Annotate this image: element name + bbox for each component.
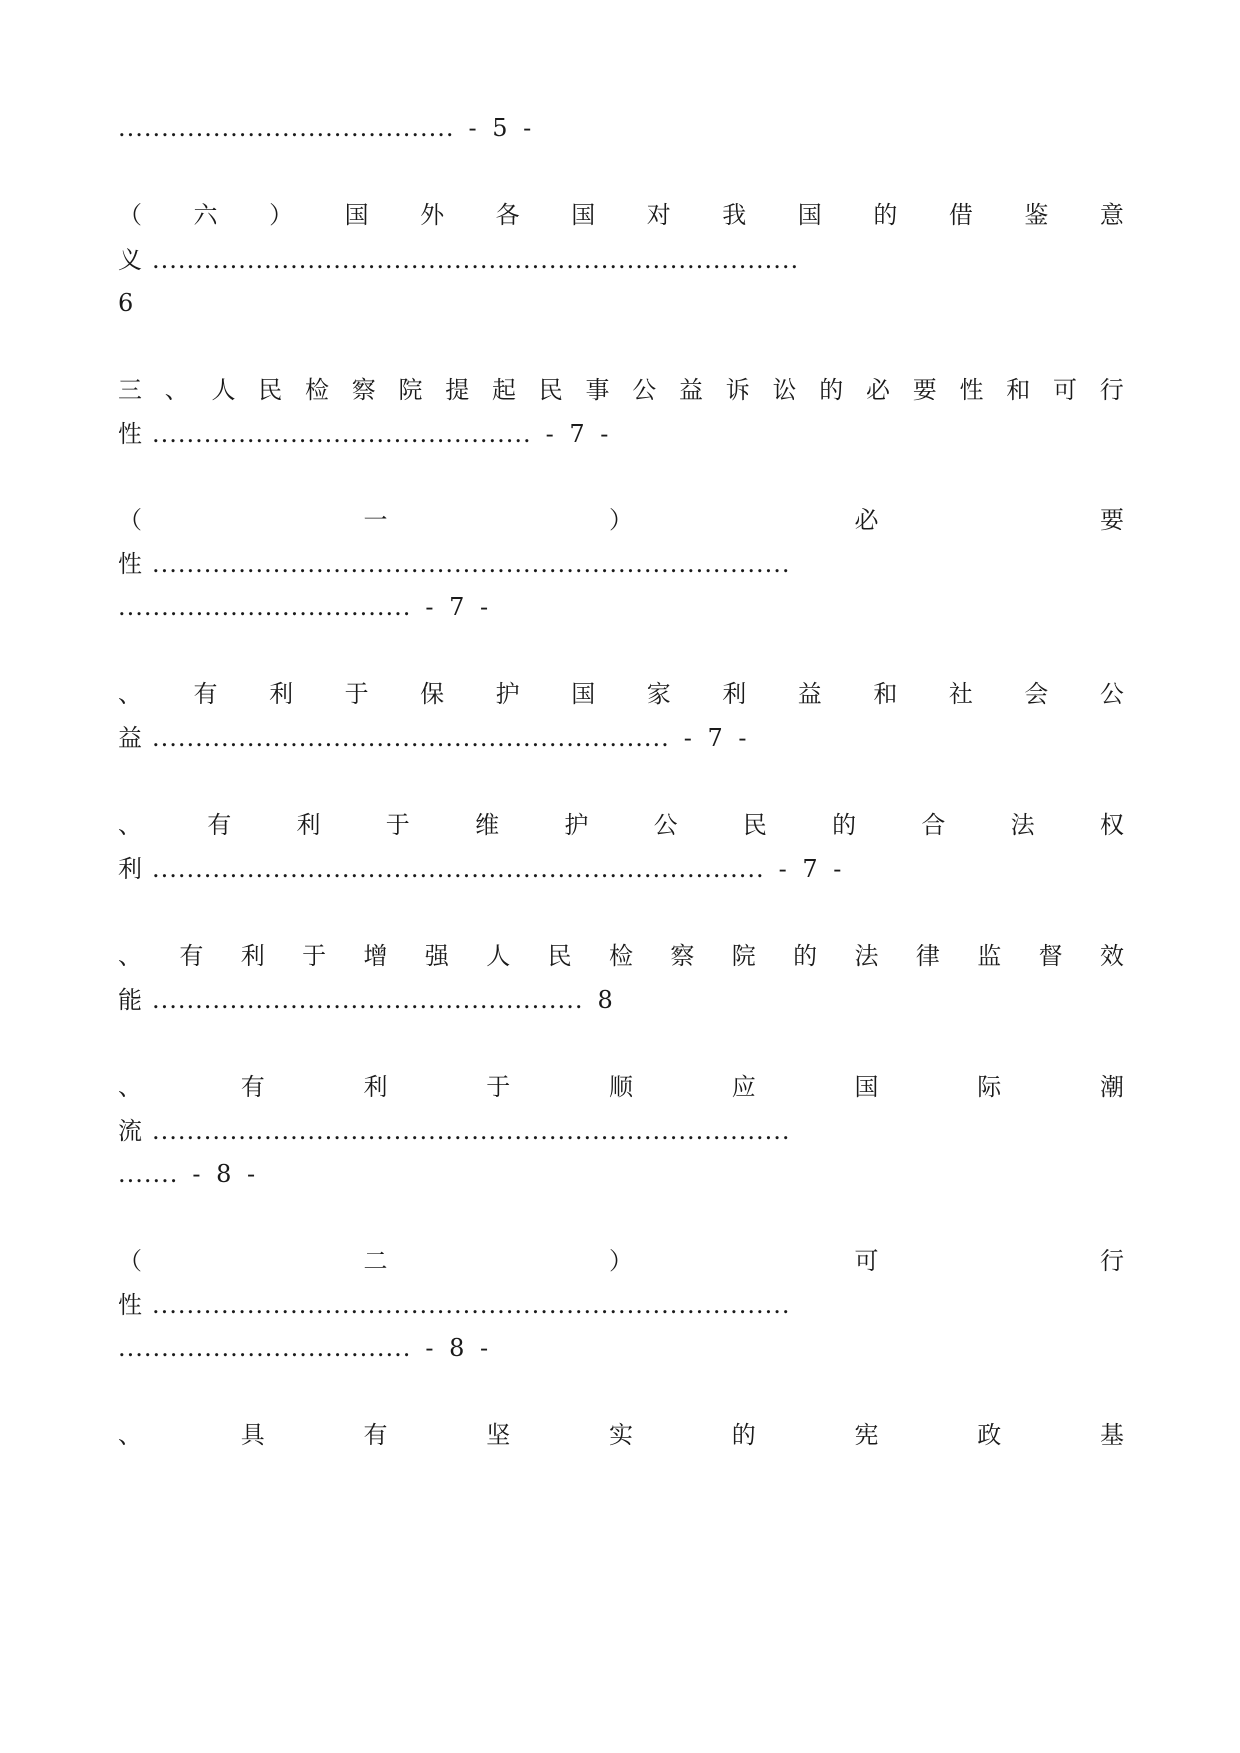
toc-line-continuation [118,587,1124,627]
toc-page-number: - 5 - [468,114,536,142]
toc-char: 行 [1099,376,1124,404]
toc-leader-dots: ....................................... [118,114,455,142]
toc-char: 的 [832,811,857,839]
toc-char: 宪 [854,1421,879,1449]
toc-char: 性 [118,420,142,448]
toc-char: 维 [475,811,500,839]
toc-char: 于 [302,942,327,970]
toc-char: 应 [731,1073,756,1101]
toc-char: 对 [646,201,671,229]
toc-char: 民 [538,376,563,404]
toc-line-leader [118,544,1124,584]
toc-char: 六 [193,201,218,229]
toc-char: 保 [420,680,445,708]
toc-char: 增 [363,942,388,970]
toc-line-leader [118,414,1124,454]
toc-char: 、 [118,1073,142,1101]
toc-char: ） [609,506,633,534]
toc-line-leader [118,240,1124,280]
toc-char: （ [118,1247,142,1275]
toc-page-number: - 7 - [683,724,751,752]
toc-char: 利 [269,680,294,708]
toc-heading-6 [118,195,1124,235]
toc-char: 公 [1099,680,1124,708]
toc-char: 各 [495,201,520,229]
toc-char: 民 [547,942,572,970]
toc-char: 意 [1099,201,1124,229]
toc-char: 利 [296,811,321,839]
toc-char: 家 [646,680,671,708]
toc-page-number: - 8 - [425,1334,493,1362]
toc-leader-dots: .................................................. [152,986,584,1014]
toc-line-leader [118,849,1124,889]
toc-char: 有 [179,942,204,970]
toc-char: 、 [118,680,142,708]
toc-char: 人 [486,942,511,970]
toc-char: 、 [164,376,189,404]
toc-char: 行 [1100,1247,1124,1275]
toc-char: （ [118,201,142,229]
toc-char: 、 [118,942,142,970]
toc-char: 利 [722,680,747,708]
toc-char: 际 [977,1073,1002,1101]
toc-char: 民 [742,811,767,839]
toc-char: 政 [977,1421,1002,1449]
toc-char: 法 [854,942,879,970]
toc-char: 公 [632,376,657,404]
toc-line-leader [118,1111,1124,1151]
toc-char: 利 [240,942,265,970]
toc-char: 性 [959,376,984,404]
toc-char: 社 [948,680,973,708]
toc-char: 性 [118,550,142,578]
toc-char: 益 [679,376,703,404]
toc-char: 院 [731,942,756,970]
toc-char: 于 [344,680,369,708]
toc-line-continuation [118,1328,1124,1368]
toc-char: 律 [915,942,940,970]
toc-page-number: - 7 - [545,420,613,448]
toc-leader-dots: ............................................................ [152,724,670,752]
toc-char: 益 [797,680,822,708]
toc-item-1 [118,674,1124,714]
toc-char: 事 [585,376,610,404]
toc-char: 的 [873,201,898,229]
toc-char: ） [609,1247,633,1275]
toc-char: 可 [854,1247,879,1275]
toc-char: 督 [1038,942,1063,970]
toc-char: 人 [211,376,236,404]
toc-page-number: - 7 - [778,855,846,883]
toc-char: 利 [118,855,142,883]
toc-char: 有 [207,811,232,839]
toc-leader-dots: ....... [118,1160,179,1188]
toc-char: 起 [492,376,516,404]
toc-char: 国 [344,201,369,229]
toc-line-leader [118,718,1124,758]
toc-char: 国 [854,1073,879,1101]
toc-char: 护 [495,680,520,708]
toc-char: 权 [1099,811,1124,839]
toc-item-5 [118,1415,1124,1455]
toc-char: 诉 [725,376,750,404]
toc-char: 必 [854,506,879,534]
toc-line-leader [118,1285,1124,1325]
toc-char: 的 [731,1421,756,1449]
toc-leader-dots: .......................................................................... [152,550,791,578]
toc-char: 我 [722,201,747,229]
toc-char: 实 [609,1421,633,1449]
toc-char: 提 [445,376,470,404]
toc-item-3 [118,936,1124,976]
toc-item-2 [118,805,1124,845]
toc-char: 国 [797,201,822,229]
toc-leader-dots: .......................................................................... [152,1291,791,1319]
toc-char: 的 [819,376,844,404]
toc-char: 二 [363,1247,388,1275]
toc-heading-1 [118,500,1124,540]
toc-char: 性 [118,1291,142,1319]
toc-char: 外 [420,201,445,229]
toc-line-continuation [118,108,1124,148]
toc-char: 法 [1010,811,1035,839]
toc-line-leader [118,980,1124,1020]
toc-char: 检 [609,942,633,970]
toc-heading-2 [118,1241,1124,1281]
toc-char: 合 [921,811,946,839]
toc-char: 的 [793,942,818,970]
toc-leader-dots: ....................................................................... [152,855,765,883]
toc-char: 国 [571,680,596,708]
toc-char: 于 [385,811,410,839]
toc-char: 会 [1024,680,1049,708]
toc-char: 义 [118,246,142,274]
toc-char: 国 [571,201,596,229]
toc-char: 可 [1053,376,1077,404]
toc-char: 察 [670,942,695,970]
toc-char: 监 [977,942,1002,970]
toc-char: 讼 [772,376,797,404]
toc-char: 检 [305,376,329,404]
toc-char: 、 [118,811,142,839]
toc-char: 要 [1100,506,1124,534]
toc-leader-dots: .......................................................................... [152,1117,791,1145]
toc-char: 和 [873,680,898,708]
toc-char: 有 [193,680,218,708]
toc-line-continuation [118,1154,1124,1194]
toc-leader-dots: ........................................................................... [152,246,800,274]
toc-char: 能 [118,986,142,1014]
toc-char: 具 [240,1421,265,1449]
toc-char: 必 [866,376,890,404]
toc-char: 公 [653,811,678,839]
toc-char: 一 [363,506,388,534]
toc-page-number: 8 [597,986,617,1014]
toc-heading-3 [118,370,1124,410]
toc-leader-dots: ............................................ [152,420,532,448]
toc-page-number: - 7 - [425,593,493,621]
toc-char: 有 [363,1421,388,1449]
toc-char: 要 [912,376,937,404]
toc-item-4 [118,1067,1124,1107]
toc-page-number: - 8 - [192,1160,260,1188]
toc-char: ） [269,201,294,229]
toc-char: 三 [118,376,142,404]
toc-char: 流 [118,1117,142,1145]
toc-char: 院 [398,376,423,404]
toc-char: 鉴 [1024,201,1049,229]
toc-char: 效 [1100,942,1124,970]
toc-char: 坚 [486,1421,511,1449]
toc-char: 强 [424,942,449,970]
toc-char: 基 [1100,1421,1124,1449]
toc-leader-dots: .................................. [118,1334,412,1362]
toc-char: 益 [118,724,142,752]
toc-char: 利 [363,1073,388,1101]
toc-char: 察 [351,376,376,404]
toc-char: （ [118,506,142,534]
toc-page-number: 6 [118,289,134,317]
toc-char: 于 [486,1073,511,1101]
toc-char: 借 [948,201,973,229]
toc-char: 有 [240,1073,265,1101]
toc-char: 潮 [1100,1073,1124,1101]
toc-leader-dots: .................................. [118,593,412,621]
toc-char: 和 [1006,376,1031,404]
toc-page-line [118,283,1124,323]
toc-char: 顺 [609,1073,633,1101]
toc-char: 护 [564,811,589,839]
toc-char: 、 [118,1421,142,1449]
toc-char: 民 [258,376,283,404]
